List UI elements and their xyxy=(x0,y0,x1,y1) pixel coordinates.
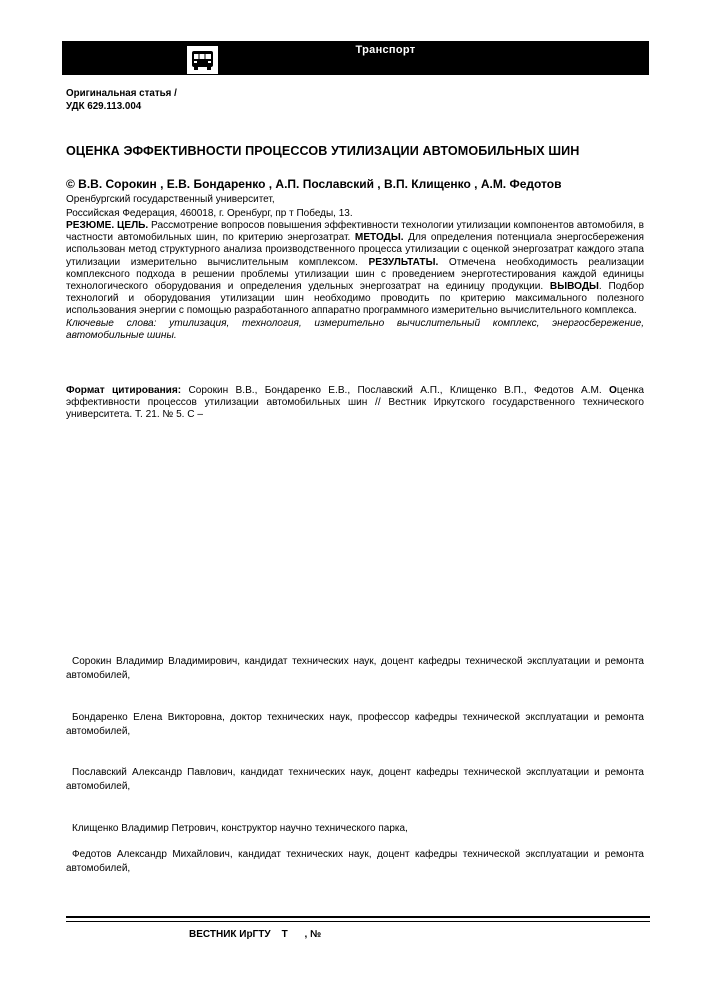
author-list: © В.В. Сорокин , Е.В. Бондаренко , А.П. Пославский , В.П. Клищенко , А.М. Федотов xyxy=(66,177,562,191)
author-bio xyxy=(66,655,644,683)
methods-text: Для определения потенциала энергосбережения использован метод структурного анализа производственного процесса утилизации с оценкой энергозатрат каждого этапа утилизации измерительно вычислительным комплексом. xyxy=(66,232,644,268)
author-bio xyxy=(66,822,644,836)
abstract xyxy=(66,220,644,342)
citation-bold-letter: О xyxy=(609,385,617,396)
bio-text: Бондаренко Елена Викторовна, доктор технических наук, профессор кафедры технической эксплуатации и ремонта автомобилей, xyxy=(66,712,644,737)
section-title: Транспорт xyxy=(355,44,416,56)
results-label: РЕЗУЛЬТАТЫ. xyxy=(368,256,439,268)
goal-label: ЦЕЛЬ. xyxy=(116,220,149,231)
bio-text: Федотов Александр Михайлович, кандидат технических наук, доцент кафедры технической эксплуатации и ремонта автомобилей, xyxy=(66,849,644,874)
bus-icon xyxy=(186,45,219,75)
bio-text: Пославский Александр Павлович, кандидат технических наук, доцент кафедры технической эксплуатации и ремонта автомобилей, xyxy=(66,767,644,792)
bio-text: Клищенко Владимир Петрович, конструктор научно технического парка, xyxy=(72,823,408,834)
author-bio xyxy=(66,711,644,739)
article-title: ОЦЕНКА ЭФФЕКТИВНОСТИ ПРОЦЕССОВ УТИЛИЗАЦИИ АВТОМОБИЛЬНЫХ ШИН xyxy=(66,144,580,158)
author-bio xyxy=(66,766,644,794)
methods-label: МЕТОДЫ. xyxy=(354,232,404,244)
udk-code: УДК 629.113.004 xyxy=(66,101,142,112)
citation-text: Сорокин В.В., Бондаренко Е.В., Пославский А.П., Клищенко В.П., Федотов А.М. xyxy=(181,385,610,396)
conclusions-label: ВЫВОДЫ xyxy=(549,281,599,293)
article-meta xyxy=(66,87,644,113)
section-header-bar xyxy=(62,41,649,75)
conclusions-text: . Подбор технологий и оборудования утилизации шин необходимо проводить по критерию максимального полезного использования энергии с помощью разработанного аппаратно программного измерительно вычислительного комплекса. xyxy=(66,281,644,317)
citation xyxy=(66,385,644,422)
footer-rule-thin xyxy=(66,921,650,922)
footer-rule xyxy=(66,916,650,918)
article-type: Оригинальная статья / xyxy=(66,88,177,99)
goal-text: Рассмотрение вопросов повышения эффективности технологии утилизации компонентов автомобиля, в частности автомобильных шин, по критерию энергозатрат. xyxy=(66,220,644,244)
author-bio xyxy=(66,848,644,876)
affiliation xyxy=(66,193,644,221)
journal-footer: ВЕСТНИК ИрГТУ Т , № xyxy=(189,929,322,940)
abstract-label: РЕЗЮМЕ. xyxy=(66,220,115,231)
keywords: Ключевые слова: утилизация, технология, измерительно вычислительный комплекс, энергосбережение, автомобильные шины. xyxy=(66,317,644,341)
results-text: Отмечена необходимость реализации комплексного подхода в решении проблемы утилизации шин с проведением энерготестирования каждой единицы технологического оборудования и определения удельных энергозатрат на единицу продукции. xyxy=(66,256,644,293)
citation-label: Формат цитирования: xyxy=(66,385,182,396)
bio-text: Сорокин Владимир Владимирович, кандидат технических наук, доцент кафедры технической эксплуатации и ремонта автомобилей, xyxy=(66,656,644,681)
affiliation-line: Оренбургский государственный университет, xyxy=(66,194,275,205)
affiliation-address: Российская Федерация, 460018, г. Оренбург, пр т Победы, 13. xyxy=(66,208,353,219)
citation-text-rest: ценка эффективности процессов утилизации автомобильных шин // Вестник Иркутского государственного технического университета. Т. 21. № 5. С – xyxy=(66,385,645,421)
